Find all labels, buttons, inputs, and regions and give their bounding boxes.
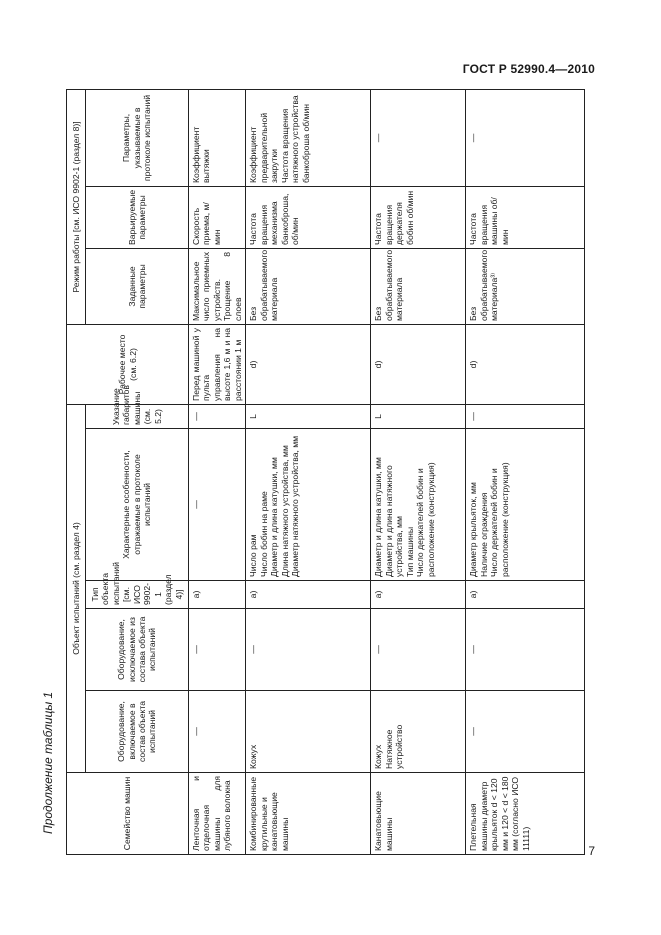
cell-type: а)	[466, 581, 585, 609]
table-row	[371, 89, 466, 854]
cell-features: Диаметр и длина катушки, мм Диаметр и длина натяжного устройства, мм Тип машины Число держателей бобин и расположение (конструкция)	[371, 429, 466, 581]
col-header-type: Тип объекта испытаний [см. ИСО 9902-1 (раздел 4)]	[86, 581, 189, 609]
cell-features: —	[189, 429, 246, 581]
cell-family: Ленточная и отделочная машины для лубяного волокна	[189, 773, 246, 855]
cell-excluded: —	[189, 609, 246, 691]
cell-family: Комбинированные крутильные и канатовьющие машины	[246, 773, 371, 855]
cell-dims: —	[466, 404, 585, 428]
group-header-object: Объект испытаний (см. раздел 4)	[67, 404, 86, 772]
cell-set-params: Без обрабатываемого материала	[246, 248, 371, 324]
cell-included: —	[189, 691, 246, 773]
col-header-excluded: Оборудование, исключаемое из состава объекта испытаний	[86, 609, 189, 691]
col-header-set-params: Заданные параметры	[86, 248, 189, 324]
rotated-table-container	[66, 90, 586, 855]
cell-included: Кожух	[246, 691, 371, 773]
document-header: ГОСТ Р 52990.4—2010	[462, 62, 595, 76]
cell-features: Диаметр крыльяток, мм Наличие ограждения Число держателей бобин и расположение (конструкция)	[466, 429, 585, 581]
page-number: 7	[588, 844, 595, 858]
cell-type: а)	[189, 581, 246, 609]
cell-var-params: Скорость приема, м/мин	[189, 186, 246, 248]
cell-type: а)	[246, 581, 371, 609]
cell-excluded: —	[466, 609, 585, 691]
cell-report-params: —	[466, 89, 585, 186]
col-header-dims: Указание габаритов машины (см. 5.2)	[86, 404, 189, 428]
table-row	[466, 89, 585, 854]
cell-report-params: Коэффициент предварительной закрутки Частота вращения натяжного устройства банкоброша об/мин	[246, 89, 371, 186]
cell-family: Канатовьющие машины	[371, 773, 466, 855]
cell-type: а)	[371, 581, 466, 609]
cell-dims: L	[246, 404, 371, 428]
cell-report-params: Коэффициент вытяжки	[189, 89, 246, 186]
machine-families-table	[66, 89, 585, 855]
cell-set-params: Максимальное число приемных устройств. Трощение 8 слоев	[189, 248, 246, 324]
cell-report-params: —	[371, 89, 466, 186]
cell-features: Число рам Число бобин на раме Диаметр и длина катушки, мм Длина натяжного устройства, мм Диаметр натяжного устройства, мм	[246, 429, 371, 581]
cell-workplace: Перед машиной у пульта управления на высоте 1,6 м и на расстоянии 1 м	[189, 324, 246, 404]
cell-workplace: d)	[466, 324, 585, 404]
cell-workplace: d)	[371, 324, 466, 404]
cell-var-params: Частота вращения держателя бобин об/мин	[371, 186, 466, 248]
group-header-row	[67, 89, 86, 854]
cell-excluded: —	[371, 609, 466, 691]
cell-dims: —	[189, 404, 246, 428]
cell-set-params: Без обрабатываемого материала	[371, 248, 466, 324]
col-header-features: Характерные особенности, отражаемые в протоколе испытаний	[86, 429, 189, 581]
group-header-mode: Режим работы [см. ИСО 9902-1 (раздел 8)]	[67, 89, 86, 324]
col-header-family: Семейство машин	[67, 773, 189, 855]
col-header-included: Оборудование, включаемое в состав объекта испытаний	[86, 691, 189, 773]
cell-var-params: Частота вращения механизма банкоброша, об/мин	[246, 186, 371, 248]
col-header-var-params: Варьируемые параметры	[86, 186, 189, 248]
cell-excluded: —	[246, 609, 371, 691]
table-row	[189, 89, 246, 854]
table-caption: Продолжение таблицы 1	[41, 691, 55, 834]
cell-workplace: d)	[246, 324, 371, 404]
col-header-workplace: Рабочее место (см. 6.2)	[67, 324, 189, 404]
col-header-report-params: Параметры, указываемые в протоколе испытаний	[86, 89, 189, 186]
table-row	[246, 89, 371, 854]
cell-set-params: Без обрабатываемого материала³⁾	[466, 248, 585, 324]
cell-var-params: Частота вращения машины об/мин	[466, 186, 585, 248]
cell-included: Кожух Натяжное устройство	[371, 691, 466, 773]
column-header-row	[86, 89, 189, 854]
cell-included: —	[466, 691, 585, 773]
cell-family: Плетельная машины диаметр крыльяток d < 120 мм и 120 < d < 180 мм (согласно ИСО 11111)	[466, 773, 585, 855]
cell-dims: L	[371, 404, 466, 428]
